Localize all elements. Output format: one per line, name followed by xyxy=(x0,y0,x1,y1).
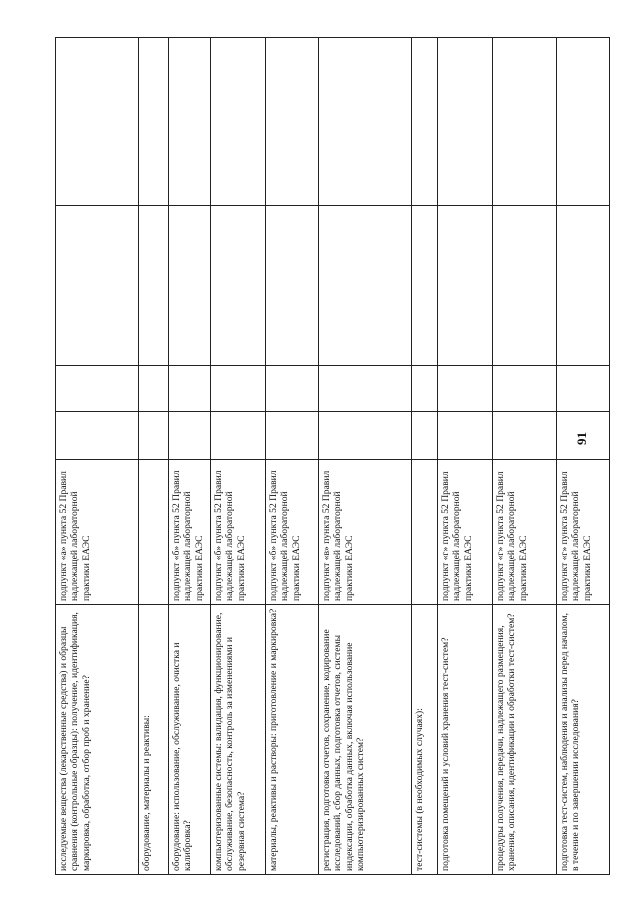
reference-cell: подпункт «г» пункта 52 Правил надлежащей лабораторной практики ЕАЭС xyxy=(438,460,493,605)
na-cell xyxy=(266,206,319,366)
yes-cell xyxy=(412,412,438,460)
no-cell xyxy=(139,366,169,412)
yes-cell xyxy=(169,412,211,460)
note-cell xyxy=(493,38,557,206)
table-row xyxy=(493,38,557,875)
yes-cell xyxy=(438,412,493,460)
reference-cell: подпункт «в» пункта 52 Правил надлежащей лабораторной практики ЕАЭС xyxy=(319,460,412,605)
na-cell xyxy=(319,206,412,366)
note-cell xyxy=(211,38,266,206)
no-cell xyxy=(412,366,438,412)
reference-cell xyxy=(412,460,438,605)
no-cell xyxy=(438,366,493,412)
yes-cell xyxy=(557,412,610,460)
no-cell xyxy=(493,366,557,412)
question-cell: компьютеризованные системы: валидация, функционирование, обслуживание, безопасность, контроль за изменениями и резервная система? xyxy=(211,605,266,875)
na-cell xyxy=(211,206,266,366)
na-cell xyxy=(412,206,438,366)
table-row xyxy=(169,38,211,875)
reference-cell: подпункт «б» пункта 52 Правил надлежащей лабораторной практики ЕАЭС xyxy=(211,460,266,605)
note-cell xyxy=(139,38,169,206)
na-cell xyxy=(169,206,211,366)
yes-cell xyxy=(493,412,557,460)
no-cell xyxy=(266,366,319,412)
question-cell: исследуемые вещества (лекарственные средства) и образцы сравнения (контрольные образцы): получение, идентификация, маркировка, обработка, отбор проб и хранение? xyxy=(56,605,139,875)
reference-cell: подпункт «б» пункта 52 Правил надлежащей лабораторной практики ЕАЭС xyxy=(266,460,319,605)
no-cell xyxy=(557,366,610,412)
na-cell xyxy=(493,206,557,366)
note-cell xyxy=(319,38,412,206)
section-heading-cell: тест-системы (в необходимых случаях): xyxy=(412,605,438,875)
no-cell xyxy=(169,366,211,412)
table-row xyxy=(412,38,438,875)
na-cell xyxy=(438,206,493,366)
question-cell: подготовка помещений и условий хранения тест-систем? xyxy=(438,605,493,875)
section-heading-cell: оборудование, материалы и реактивы: xyxy=(139,605,169,875)
checklist-table xyxy=(55,37,610,875)
note-cell xyxy=(557,38,610,206)
table-row xyxy=(56,38,139,875)
yes-cell xyxy=(139,412,169,460)
yes-cell xyxy=(266,412,319,460)
no-cell xyxy=(319,366,412,412)
note-cell xyxy=(412,38,438,206)
yes-cell xyxy=(319,412,412,460)
question-cell: оборудование: использование, обслуживание, очистка и калибровка? xyxy=(169,605,211,875)
rotated-table-area xyxy=(55,38,593,875)
reference-cell: подпункт «а» пункта 52 Правил надлежащей лабораторной практики ЕАЭС xyxy=(56,460,139,605)
note-cell xyxy=(438,38,493,206)
note-cell xyxy=(56,38,139,206)
note-cell xyxy=(266,38,319,206)
table-row xyxy=(557,38,610,875)
na-cell xyxy=(56,206,139,366)
yes-cell xyxy=(211,412,266,460)
note-cell xyxy=(169,38,211,206)
reference-cell: подпункт «г» пункта 52 Правил надлежащей лабораторной практики ЕАЭС xyxy=(493,460,557,605)
na-cell xyxy=(557,206,610,366)
question-cell: подготовка тест-систем, наблюдения и анализы перед началом, в течение и по завершении исследования? xyxy=(557,605,610,875)
table-row xyxy=(211,38,266,875)
reference-cell xyxy=(139,460,169,605)
reference-cell: подпункт «г» пункта 52 Правил надлежащей лабораторной практики ЕАЭС xyxy=(557,460,610,605)
question-cell: регистрация, подготовка отчетов, сохранение, кодирование исследований, сбор данных, подготовка отчетов, системы индексации, обработка данных, включая использование компьютеризированных систем? xyxy=(319,605,412,875)
table-row xyxy=(438,38,493,875)
no-cell xyxy=(56,366,139,412)
reference-cell: подпункт «б» пункта 52 Правил надлежащей лабораторной практики ЕАЭС xyxy=(169,460,211,605)
question-cell: материалы, реактивы и растворы: приготовление и маркировка? xyxy=(266,605,319,875)
table-row xyxy=(319,38,412,875)
table-row xyxy=(139,38,169,875)
table-row xyxy=(266,38,319,875)
yes-cell xyxy=(56,412,139,460)
no-cell xyxy=(211,366,266,412)
na-cell xyxy=(139,206,169,366)
page-number: 91 xyxy=(574,432,589,445)
question-cell: процедуры получения, передачи, надлежащего размещения, хранения, описания, идентификации и обработки тест-систем? xyxy=(493,605,557,875)
